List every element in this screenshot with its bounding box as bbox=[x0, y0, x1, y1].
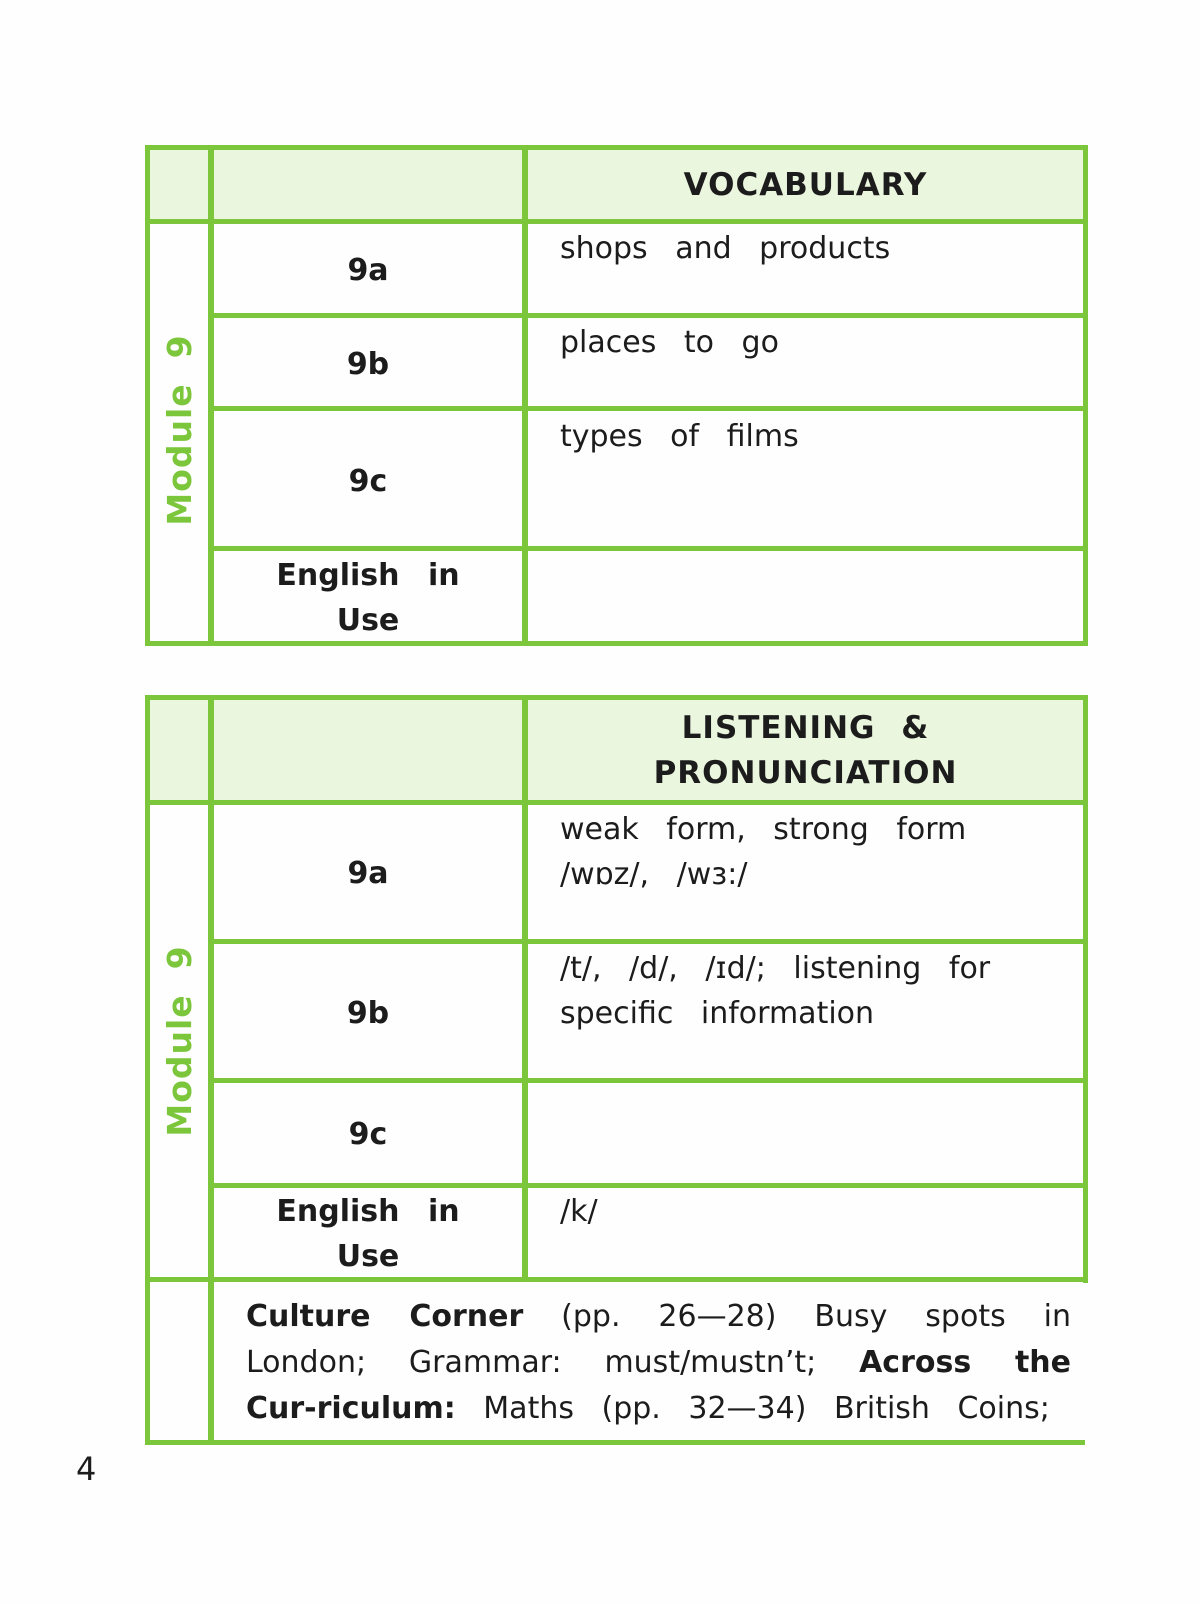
vocab-row-9a-content: shops and products bbox=[560, 231, 891, 266]
vocab-row-english-in-use-unit: English in Use bbox=[276, 558, 460, 638]
listening-row-9a-content: weak form, strong form /wɒz/, /wɜ:/ bbox=[560, 812, 967, 892]
page-number: 4 bbox=[76, 1450, 97, 1488]
across-curriculum-text: Maths (pp. 32—34) British Coins; bbox=[483, 1391, 1050, 1426]
listening-row-english-in-use-unit: English in Use bbox=[276, 1194, 460, 1274]
listening-row-9c-unit: 9c bbox=[348, 1117, 388, 1152]
module-label-vocabulary: Module 9 bbox=[160, 334, 199, 526]
vocab-row-9c-content: types of films bbox=[560, 419, 799, 454]
culture-corner-label: Culture Corner bbox=[246, 1299, 524, 1334]
vocab-row-9a-unit: 9a bbox=[347, 253, 389, 288]
listening-header: LISTENING & PRONUNCIATION bbox=[653, 710, 958, 791]
module-footer-note bbox=[246, 1294, 1071, 1432]
vocabulary-header: VOCABULARY bbox=[683, 167, 928, 203]
module-label-listening: Module 9 bbox=[160, 945, 199, 1137]
across-curriculum-label: Across the Cur-riculum: bbox=[246, 1345, 1071, 1426]
vocab-row-9c-unit: 9c bbox=[348, 464, 388, 499]
listening-row-english-in-use-content: /k/ bbox=[560, 1194, 598, 1229]
vocab-row-9b-unit: 9b bbox=[346, 347, 390, 382]
culture-corner-text: (pp. 26—28) Busy spots in London; Grammar: must/mustn’t; bbox=[246, 1299, 1071, 1380]
vocab-row-9b-content: places to go bbox=[560, 325, 779, 360]
listening-row-9a-unit: 9a bbox=[347, 856, 389, 891]
listening-row-9b-content: /t/, /d/, /ɪd/; listening for specific information bbox=[560, 951, 991, 1031]
listening-row-9b-unit: 9b bbox=[346, 996, 390, 1031]
